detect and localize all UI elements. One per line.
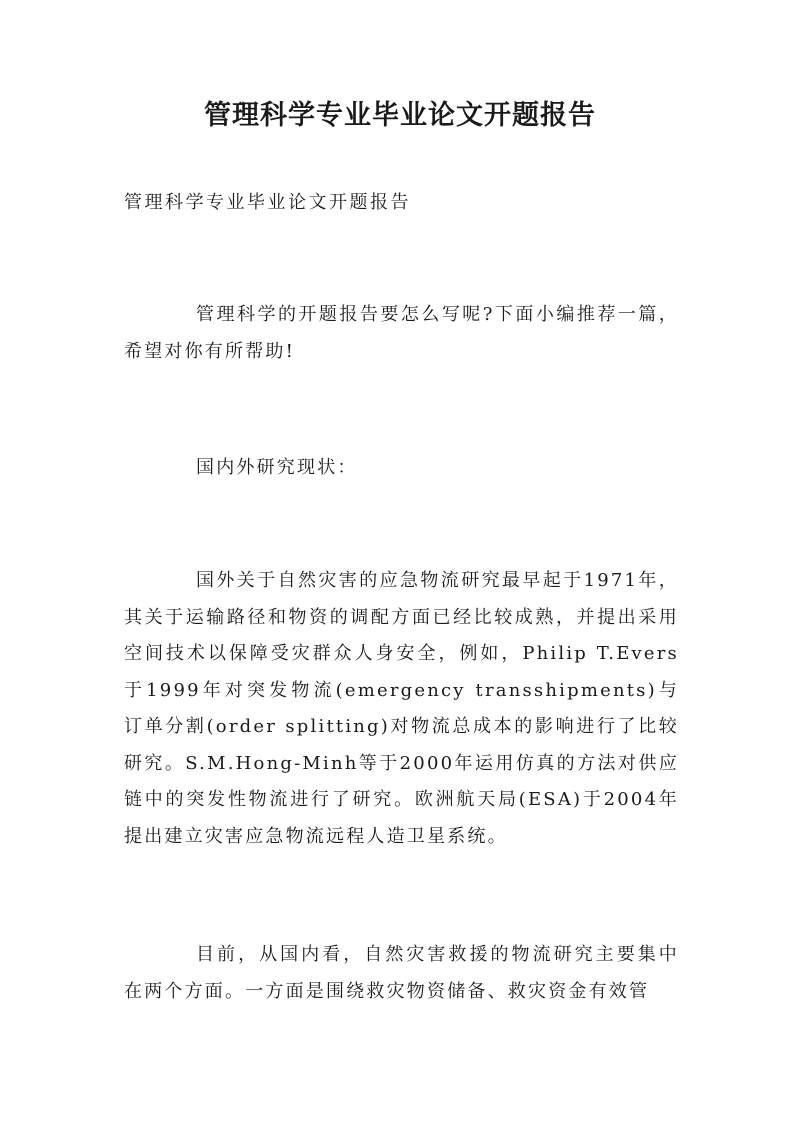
document-subtitle: 管理科学专业毕业论文开题报告	[124, 192, 411, 213]
domestic-research-paragraph: 目前，从国内看，自然灾害救援的物流研究主要集中在两个方面。一方面是围绕救灾物资储备、救灾资金有效管	[124, 944, 679, 1002]
document-title: 管理科学专业毕业论文开题报告	[204, 100, 596, 131]
foreign-research-paragraph: 国外关于自然灾害的应急物流研究最早起于1971年，其关于运输路径和物资的调配方面已经比较成熟，并提出采用空间技术以保障受灾群众人身安全，例如，Philip T.Evers于1999年对突发物流(emergency transshipments)与订单分割(order splitting)对物流总成本的影响进行了比较研究。S.M.Hong-Minh等于2000年运用仿真的方法对供应链中的突发性物流进行了研究。欧洲航天局(ESA)于2004年提出建立灾害应急物流远程人造卫星系统。	[124, 570, 679, 847]
intro-paragraph: 管理科学的开题报告要怎么写呢?下面小编推荐一篇，希望对你有所帮助!	[124, 304, 679, 362]
section-heading-research-status: 国内外研究现状：	[196, 457, 358, 478]
